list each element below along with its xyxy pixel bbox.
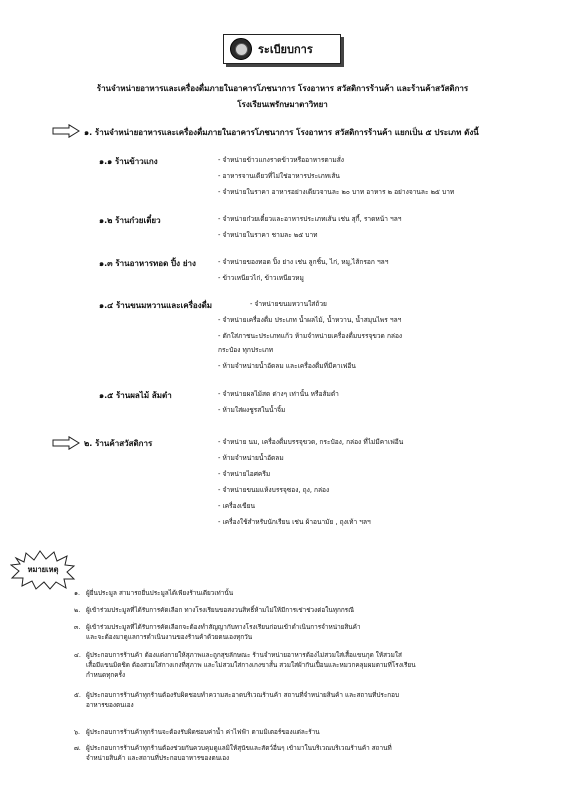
- note-item: ๓. ผู้เข้าร่วมประมูลที่ได้รับการคัดเลือกจะต้องทำสัญญากับทางโรงเรียนก่อนเข้าดำเนินการจำหน่ายสินค้า และจะต้องมาดูแลการดำเนินงานของร้านค้าด้วยตนเองทุกวัน: [74, 623, 361, 641]
- shop-1-4-name: ๑.๔ ร้านขนมหวานและเครื่องดื่ม: [99, 301, 213, 310]
- shop-1-3-line: - ข้าวเหนียวไก่, ข้าวเหนียวหมู: [218, 274, 304, 282]
- note-item: ๗. ผู้ประกอบการร้านค้าทุกร้านต้องช่วยกันควบคุมดูแลมิให้สุนัขและสัตว์อื่นๆ เข้ามาในบริเวณบริเวณร้านค้า สถานที่ จำหน่ายสินค้า และสถานที่ประกอบอาหารของตนเอง: [74, 744, 392, 762]
- note-item: ๔. ผู้ประกอบการร้านค้า ต้องแต่งกายให้สุภาพและถูกสุขลักษณะ ร้านจำหน่ายอาหารต้องไม่สวมใส่เสื้อแขนกุด ให้สวมใส่ เสื้อมีแขนมิดชิด ต้องสวมใส่กางเกงที่สุภาพ และไม่สวมใส่กางเกงขาสั้น สวมใส่ผ้ากันเปื้อนและหมวกคลุมผมตามที่โรงเรียน กำหนดทุกครั้ง: [74, 651, 416, 679]
- section-2-line: - เครื่องเขียน: [218, 502, 255, 510]
- header-line-1: ร้านจำหน่ายอาหารและเครื่องดื่มภายในอาคารโภชนาการ โรงอาหาร สวัสดิการร้านค้า และร้านค้าสวัสดิการ: [96, 84, 469, 93]
- section-2-line: - จำหน่าย นม, เครื่องดื่มบรรจุขวด, กระป๋อง, กล่อง ที่ไม่มีคาเฟอีน: [218, 438, 404, 446]
- note-item: ๒. ผู้เข้าร่วมประมูลที่ได้รับการคัดเลือก ทางโรงเรียนขอสงวนสิทธิ์ห้ามไม่ให้มีการเช่าช่วงต่อในทุกกรณี: [74, 606, 355, 614]
- shop-1-5-line: - จำหน่ายผลไม้สด ต่างๆ เท่านั้น หรือส้มตำ: [218, 390, 339, 398]
- notes-label: หมายเหตุ: [27, 565, 59, 574]
- note-item: ๖. ผู้ประกอบการร้านค้าทุกร้านจะต้องรับผิดชอบค่าน้ำ ค่าไฟฟ้า ตามมิเตอร์ของแต่ละร้าน: [74, 728, 320, 736]
- section-2-line: - จำหน่ายขนมแห้งบรรจุซอง, ถุง, กล่อง: [218, 486, 330, 494]
- header-line-2: โรงเรียนเพรักษมาตาวิทยา: [237, 100, 328, 109]
- shop-1-4-line: - จำหน่ายเครื่องดื่ม ประเภท น้ำผลไม้, น้ำหวาน, น้ำสมุนไพร ฯลฯ: [218, 316, 402, 324]
- section-2-line: - เครื่องใช้สำหรับนักเรียน เช่น ผ้าอนามัย , ถุงเท้า ฯลฯ: [218, 518, 371, 526]
- arrow-right-icon: [52, 436, 80, 450]
- section-2-line: - จำหน่ายไอศครีม: [218, 470, 271, 478]
- note-item: ๕. ผู้ประกอบการร้านค้าทุกร้านต้องรับผิดชอบทำความสะอาดบริเวณร้านค้า สถานที่จำหน่ายสินค้า และสถานที่ประกอบ อาหารของตนเอง: [74, 691, 400, 709]
- shop-1-4-line: - ตักใส่ภาชนะประเภทแก้ว ห้ามจำหน่ายเครื่องดื่มบรรจุขวด กล่อง: [218, 332, 403, 340]
- shop-1-1-line: - จำหน่ายในราคา อาหารอย่างเดียวจานละ ๒๐ บาท อาหาร ๒ อย่างจานละ ๒๕ บาท: [218, 188, 455, 196]
- shop-1-4-line: - จำหน่ายขนมหวานใส่ถ้วย: [250, 300, 327, 308]
- shop-1-1-name: ๑.๑ ร้านข้าวแกง: [99, 157, 158, 166]
- shop-1-1-line: - จำหน่ายข้าวแกงราดข้าวหรืออาหารตามสั่ง: [218, 156, 344, 164]
- shop-1-2-name: ๑.๒ ร้านก๋วยเตี๋ยว: [99, 216, 161, 225]
- shop-1-2-line: - จำหน่ายก๋วยเตี๋ยวและอาหารประเภทเส้น เช่น สุกี้, ราดหน้า ฯลฯ: [218, 215, 402, 223]
- section-2-line: - ห้ามจำหน่ายน้ำอัดลม: [218, 454, 284, 462]
- arrow-right-icon: [52, 124, 80, 138]
- shop-1-1-line: - อาหารจานเดียวที่ไม่ใช่อาหารประเภทเส้น: [218, 172, 340, 180]
- shop-1-3-name: ๑.๓ ร้านอาหารทอด ปิ้ง ย่าง: [99, 259, 196, 268]
- school-seal-icon: [230, 38, 252, 60]
- shop-1-3-line: - จำหน่ายของทอด ปิ้ง ย่าง เช่น ลูกชิ้น, ไก่, หมู,ไส้กรอก ฯลฯ: [218, 258, 389, 266]
- shop-1-5-name: ๑.๕ ร้านผลไม้ ส้มตำ: [99, 391, 172, 400]
- shop-1-5-line: - ห้ามใส่ผงชูรสในน้ำจิ้ม: [218, 406, 286, 414]
- page-title: ระเบียบการ: [258, 43, 313, 56]
- section-1-title: ๑. ร้านจำหน่ายอาหารและเครื่องดื่มภายในอาคารโภชนาการ โรงอาหาร สวัสดิการร้านค้า แยกเป็น ๕ ประเภท ดังนี้: [84, 128, 479, 137]
- note-item: ๑. ผู้ยื่นประมูล สามารถยื่นประมูลได้เพียงร้านเดียวเท่านั้น: [74, 589, 234, 597]
- section-2-title: ๒. ร้านค้าสวัสดิการ: [84, 439, 153, 448]
- notes-badge: [10, 550, 76, 590]
- title-box: [223, 34, 341, 64]
- shop-1-4-line: - ห้ามจำหน่ายน้ำอัดลม และเครื่องดื่มที่มีคาเฟอีน: [218, 362, 356, 370]
- shop-1-2-line: - จำหน่ายในราคา ชามละ ๒๕ บาท: [218, 231, 318, 239]
- shop-1-4-line: กระป๋อง ทุกประเภท: [218, 346, 274, 354]
